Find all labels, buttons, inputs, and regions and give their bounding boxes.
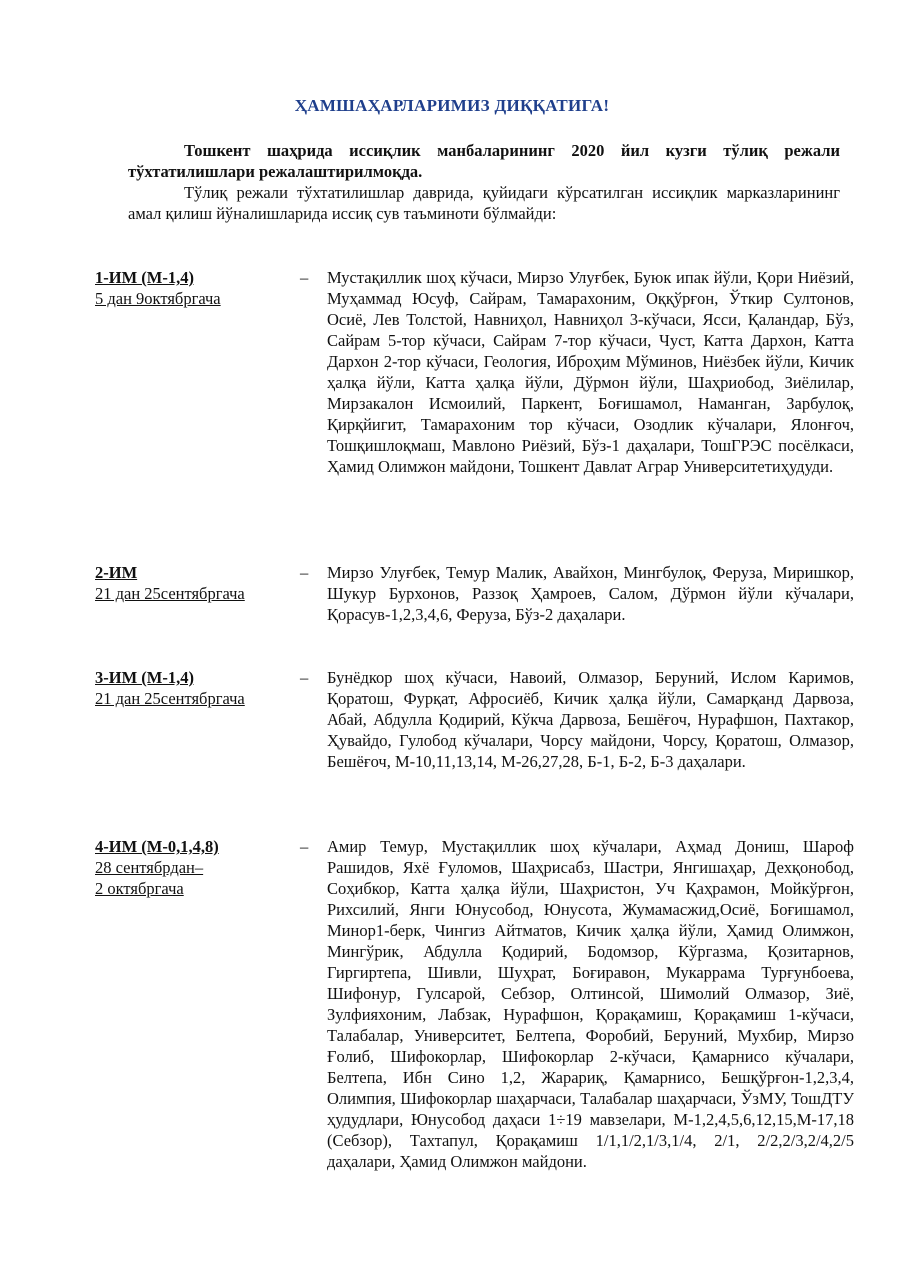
- section-streets: Мирзо Улуғбек, Темур Малик, Авайхон, Мингбулоқ, Феруза, Миришкор, Шукур Бурхонов, Раззоқ Ҳамроев, Салом, Дўрмон йўли кўчалари, Қорасув-1,2,3,4,6, Феруза, Бўз-2 даҳалари.: [327, 563, 854, 624]
- section-header: [95, 667, 295, 709]
- intro-paragraph: Тўлиқ режали тўхтатилишлар даврида, қуйидаги кўрсатилган иссиқлик марказларининг амал қилиш йўналишларида иссиқ сув таъминоти бўлмайди:: [128, 183, 840, 223]
- page-title: ҲАМШАҲАРЛАРИМИЗ ДИҚҚАТИГА!: [294, 96, 610, 115]
- section-header: [95, 836, 295, 899]
- section-header: [95, 267, 295, 309]
- section-title: 3-ИМ (М-1,4): [95, 668, 194, 687]
- section-header: [95, 562, 295, 604]
- section-title: 1-ИМ (М-1,4): [95, 268, 194, 287]
- section-dates: 21 дан 25сентябргача: [95, 584, 245, 603]
- section-dates: 21 дан 25сентябргача: [95, 689, 245, 708]
- section-title: 4-ИМ (М-0,1,4,8): [95, 837, 219, 856]
- section-streets: Амир Темур, Мустақиллик шоҳ кўчалари, Аҳмад Дониш, Шароф Рашидов, Яхё Ғуломов, Шаҳрисабз, Шастри, Янгишаҳар, Дехқонобод, Соҳибкор, Катта ҳалқа йўли, Шаҳристон, Уч Қаҳрамон, Мойкўрғон, Рихсилий, Янги Юнусобод, Юнусота, Жумамасжид,Осиё, Боғишамол, Минор1-берк, Чингиз Айтматов, Кичик ҳалқа йўли, Ҳамид Олимжон, Мингўрик, Абдулла Қодирий, Бодомзор, Кўргазма, Қозитарнов, Гиргиртепа, Шивли, Шуҳрат, Боғиравон, Мукаррама Турғунбоева, Шифонур, Гулсарой, Себзор, Олтинсой, Шимолий Олмазор, Зиё, Зулфияхоним, Лабзак, Нурафшон, Қорақамиш, Қорақамиш 1-кўчаси, Талабалар, Университет, Белтепа, Форобий, Беруний, Мухбир, Мирзо Ғолиб, Шифокорлар, Шифокорлар 2-кўчаси, Қамарнисо кўчалари, Белтепа, Ибн Сино 1,2, Жарариқ, Қамарнисо, Бешқўрғон-1,2,3,4, Олимпия, Шифокорлар шаҳарчаси, Талабалар шаҳарчаси, ЎзМУ, ТошДТУ ҳудудлари, Юнусобод даҳаси 1÷19 мавзелари, М-1,2,4,5,6,12,15,М-17,18 (Себзор), Тахтапул, Қорақамиш 1/1,1/2,1/3,1/4, 2/1, 2/2,2/3,2/4,2/5 даҳалари, Ҳамид Олимжон майдони.: [327, 837, 854, 1171]
- dash-separator: –: [300, 268, 309, 287]
- section-streets: Мустақиллик шоҳ кўчаси, Мирзо Улуғбек, Буюк ипак йўли, Қори Ниёзий, Муҳаммад Юсуф, Сайрам, Тамарахоним, Оққўрғон, Ўткир Султонов, Осиё, Лев Толстой, Навниҳол, Навниҳол 3-кўчаси, Ясси, Қаландар, Бўз, Сайрам 5-тор кўчаси, Сайрам 7-тор кўчаси, Чуст, Катта Дархон, Катта Дархон 2-тор кўчаси, Геология, Иброҳим Мўминов, Ниёзбек йўли, Кичик ҳалқа йўли, Катта ҳалқа йўли, Дўрмон йўли, Шаҳриобод, Зиёлилар, Мирзакалон Исмоилий, Паркент, Боғишамол, Наманган, Зарбулоқ, Қирқйигит, Тамарахоним тор кўчаси, Озодлик кўчалари, Ялонғоч, Тошқишлоқмаш, Мавлоно Риёзий, Бўз-1 даҳалари, ТошГРЭС посёлкаси, Ҳамид Олимжон майдони, Тошкент Давлат Аграр Университетиҳудуди.: [327, 268, 854, 476]
- dash-separator: –: [300, 668, 309, 687]
- section-dates-continued: 2 октябргача: [95, 879, 184, 898]
- dash-separator: –: [300, 837, 309, 856]
- section-dates: 28 сентябрдан–: [95, 858, 204, 877]
- section-title: 2-ИМ: [95, 563, 138, 582]
- intro-bold-paragraph: Тошкент шаҳрида иссиқлик манбаларининг 2020 йил кузги тўлиқ режали тўхтатилишлари режалаштирилмоқда.: [128, 141, 840, 181]
- section-streets: Бунёдкор шоҳ кўчаси, Навоий, Олмазор, Беруний, Ислом Каримов, Қоратош, Фурқат, Афросиёб, Кичик ҳалқа йўли, Самарқанд Дарвоза, Абай, Абдулла Қодирий, Кўкча Дарвоза, Бешёғоч, Нурафшон, Пахтакор, Ҳувайдо, Гулобод кўчалари, Чорсу майдони, Чорсу, Қоратош, Олмазор, Бешёғоч, М-10,11,13,14, М-26,27,28, Б-1, Б-2, Б-3 даҳалари.: [327, 668, 854, 771]
- dash-separator: –: [300, 563, 309, 582]
- section-dates: 5 дан 9октябргача: [95, 289, 221, 308]
